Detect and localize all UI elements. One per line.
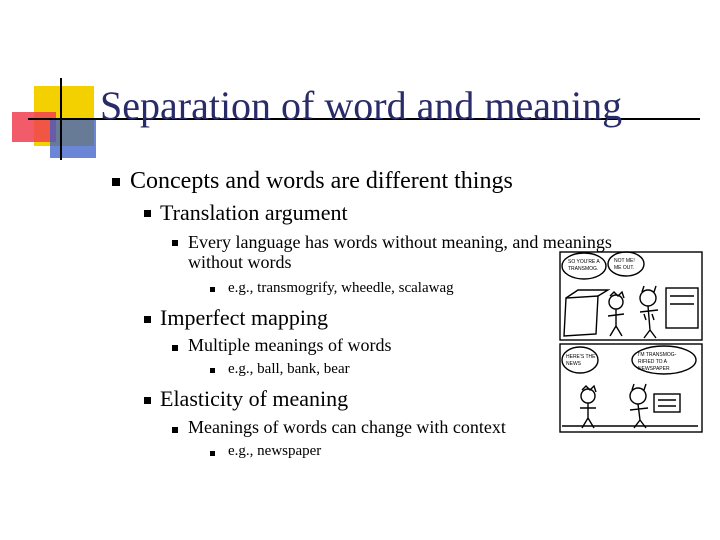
slide-title: Separation of word and meaning — [100, 83, 623, 128]
bullet-square-icon — [144, 210, 151, 217]
bullet-square-icon — [172, 345, 178, 351]
bullet-square-icon — [210, 287, 215, 292]
comic-caption-2a: HERE'S THE — [566, 354, 596, 360]
bullet-square-icon — [112, 178, 120, 186]
comic-caption-1a: SO YOU'RE A — [568, 259, 600, 265]
bullet-elasticity: Elasticity of meaning — [160, 386, 349, 411]
bullet-square-icon — [172, 240, 178, 246]
bullet-imperfect-mapping: Imperfect mapping — [160, 305, 328, 330]
bullet-translation-example: e.g., transmogrify, wheedle, scalawag — [228, 280, 454, 296]
bullet-square-icon — [172, 427, 178, 433]
bullet-imperfect-example: e.g., ball, bank, bear — [228, 361, 350, 377]
comic-caption-2b-cont: RIFIED TO A — [638, 359, 667, 365]
bullet-square-icon — [210, 451, 215, 456]
bullet-elasticity-example: e.g., newspaper — [228, 443, 322, 459]
bullet-square-icon — [210, 368, 215, 373]
comic-caption-1b-cont: ME OUT. — [614, 265, 635, 271]
bullet-translation-argument: Translation argument — [160, 200, 348, 225]
bullet-elasticity-sub: Meanings of words can change with context — [188, 417, 506, 437]
bullet-square-icon — [144, 316, 151, 323]
comic-caption-2b: I'M TRANSMOG- — [638, 352, 677, 358]
bullet-imperfect-sub: Multiple meanings of words — [188, 335, 392, 355]
comic-caption-2a-cont: NEWS — [566, 361, 581, 367]
comic-strip-image — [558, 250, 704, 434]
bullet-translation-sub: Every language has words without meaning, and meanings without words — [188, 232, 612, 272]
comic-caption-1a-cont: TRANSMOG. — [568, 266, 599, 272]
comic-caption-2b-cont2: NEWSPAPER — [638, 366, 670, 372]
decor-blue-square — [50, 118, 96, 158]
comic-caption-1b: NOT ME! — [614, 258, 635, 264]
bullet-square-icon — [144, 397, 151, 404]
bullet-concepts-words: Concepts and words are different things — [130, 168, 513, 194]
